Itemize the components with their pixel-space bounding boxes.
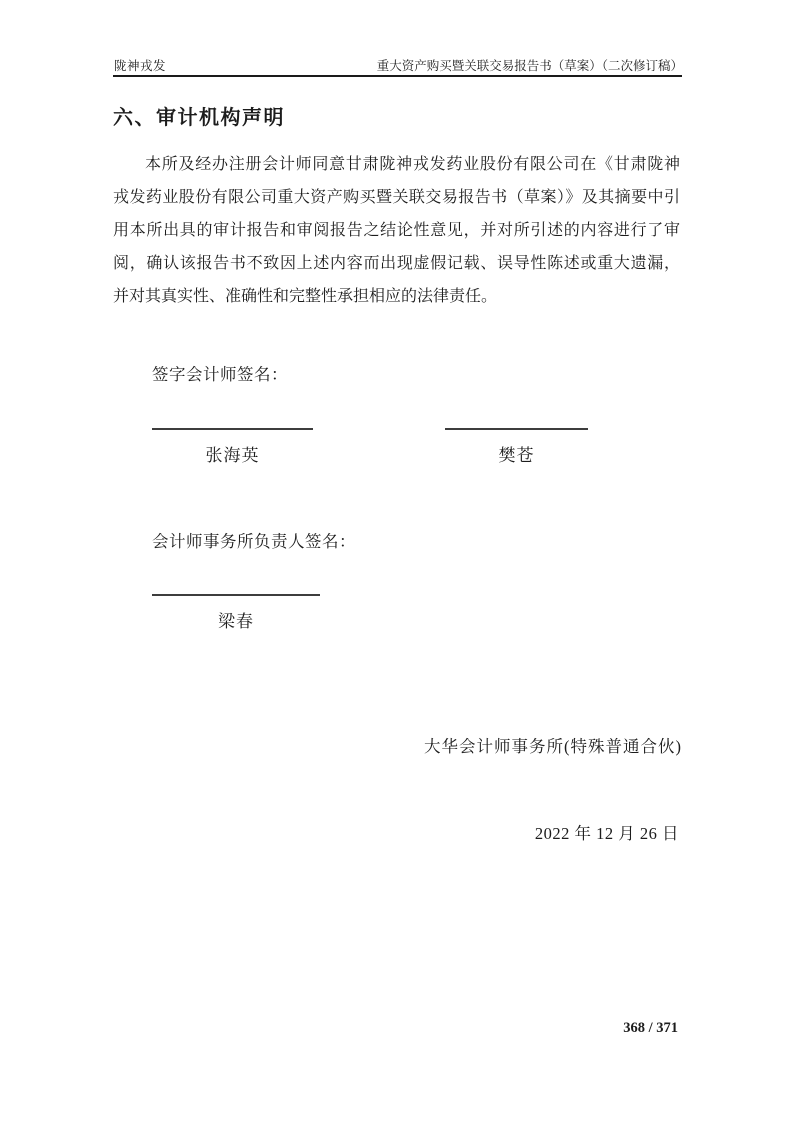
header-company-short-name: 陇神戎发	[114, 59, 167, 73]
page-number: 368 / 371	[623, 1020, 678, 1036]
firm-head-label: 会计师事务所负责人签名：	[152, 532, 356, 551]
paragraph-line: 阅，确认该报告书不致因上述内容而出现虚假记载、误导性陈述或重大遗漏，	[113, 255, 680, 272]
paragraph-line: 本所及经办注册会计师同意甘肃陇神戎发药业股份有限公司在《甘肃陇神	[145, 156, 680, 173]
document-date: 2022 年 12 月 26 日	[534, 824, 679, 843]
header-divider-line	[113, 75, 682, 77]
signing-accountant-name: 樊苍	[498, 446, 535, 465]
signing-accountant-name: 张海英	[205, 446, 260, 465]
header-report-title: 重大资产购买暨关联交易报告书（草案）（二次修订稿）	[376, 59, 683, 73]
paragraph-line: 戎发药业股份有限公司重大资产购买暨关联交易报告书（草案）》及其摘要中引	[113, 189, 680, 206]
paragraph-line: 用本所出具的审计报告和审阅报告之结论性意见，并对所引述的内容进行了审	[113, 222, 680, 239]
signing-accountants-label: 签字会计师签名：	[152, 365, 288, 384]
section-title: 六、审计机构声明	[113, 107, 285, 129]
firm-head-name: 梁春	[218, 612, 254, 631]
signature-block	[152, 594, 320, 632]
accounting-firm-name: 大华会计师事务所(特殊普通合伙)	[424, 737, 682, 756]
paragraph-line: 并对其真实性、准确性和完整性承担相应的法律责任。	[113, 288, 498, 305]
declaration-paragraph	[113, 148, 680, 313]
signature-block	[152, 428, 313, 466]
signature-block	[445, 428, 588, 466]
